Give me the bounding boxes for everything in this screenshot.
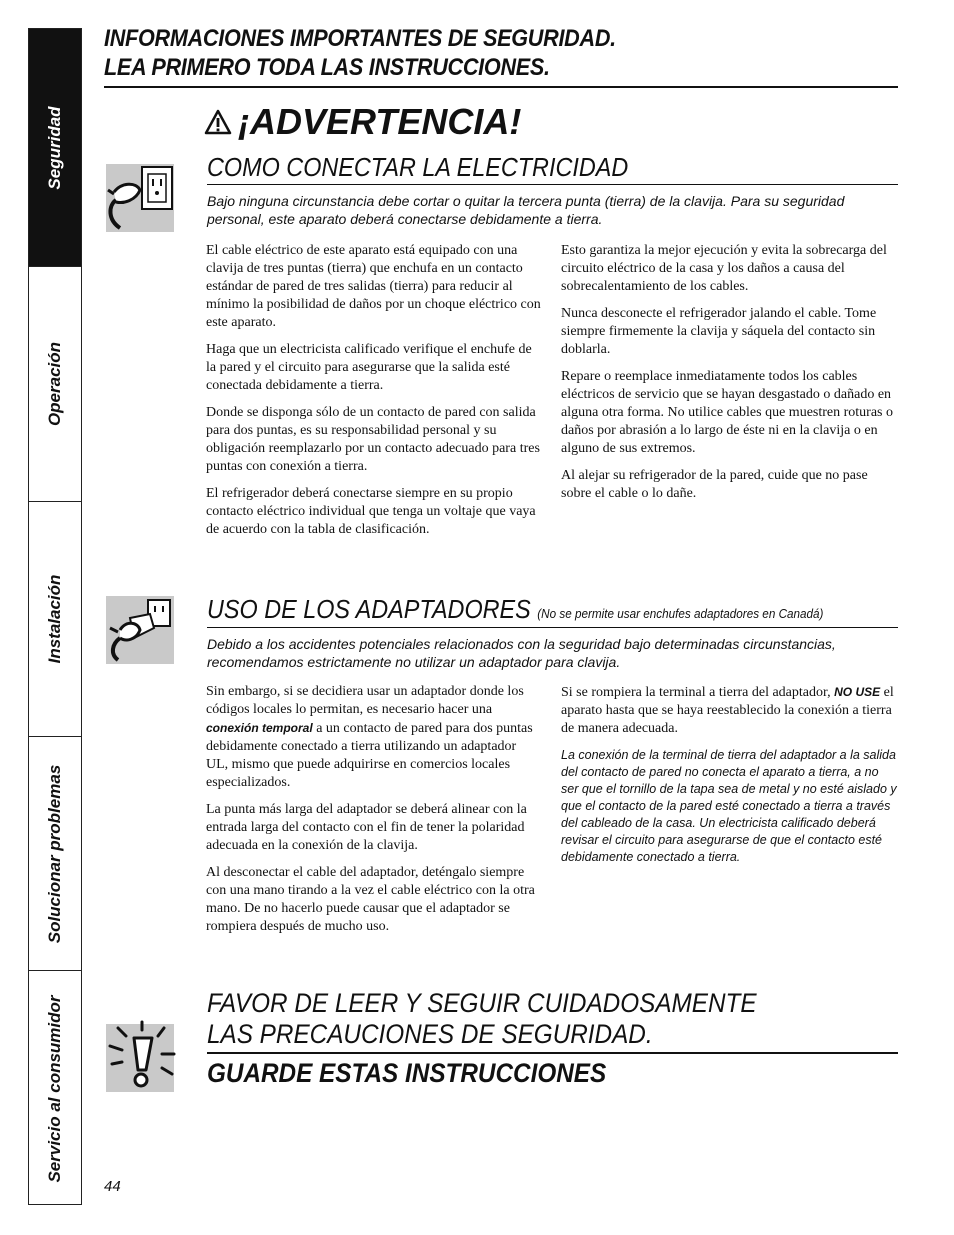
tab-solucionar-problemas[interactable] bbox=[29, 737, 81, 971]
section-lead: Debido a los accidentes potenciales relacionados con la seguridad bajo determinadas circunstancias, recomendamos estrictamente no utilizar un adaptador para clavija. bbox=[207, 636, 836, 670]
page-number: 44 bbox=[104, 1178, 121, 1195]
paragraph: El refrigerador deberá conectarse siempre en su propio contacto eléctrico individual que tenga un voltaje que vaya de acuerdo con la tabla de clasificación. bbox=[206, 486, 536, 537]
paragraph: Al alejar su refrigerador de la pared, cuide que no pase sobre el cable o lo dañe. bbox=[561, 468, 868, 501]
section-lead: Bajo ninguna circunstancia debe cortar o quitar la tercera punta (tierra) de la clavija. Para su seguridad personal, este aparato deberá conectarse debidamente a tierra. bbox=[207, 193, 845, 227]
paragraph bbox=[561, 683, 899, 738]
footer-rule bbox=[207, 1052, 898, 1054]
tab-operacion[interactable] bbox=[29, 267, 81, 502]
header-line-1: INFORMACIONES IMPORTANTES DE SEGURIDAD. bbox=[104, 25, 616, 52]
section-sidebar bbox=[28, 28, 82, 1205]
bold-term: conexión temporal bbox=[206, 721, 313, 735]
paragraph: El cable eléctrico de este aparato está equipado con una clavija de tres puntas (tierra) que enchufa en un contacto estándar de pared de tres salidas (tierra) para reducir al mínimo la posibilidad de daños por un choque eléctrico con este aparato. bbox=[206, 243, 541, 330]
tab-label: Servicio al consumidor bbox=[45, 994, 64, 1183]
paragraph: Esto garantiza la mejor ejecución y evita la sobrecarga del circuito eléctrico de la casa y los daños a causa del sobrecalentamiento de los cables. bbox=[561, 243, 887, 294]
paragraph: Al desconectar el cable del adaptador, deténgalo siempre con una mano tirando a la vez el cable eléctrico con la otra mano. De no hacerlo puede causar que el adaptador se rompiera después de mucho uso. bbox=[206, 865, 535, 934]
header-line-2: LEA PRIMERO TODA LAS INSTRUCCIONES. bbox=[104, 54, 550, 81]
bold-term: NO USE bbox=[834, 685, 881, 699]
header-rule bbox=[104, 86, 898, 88]
section-title-adaptadores bbox=[207, 594, 823, 629]
section-rule bbox=[207, 627, 898, 628]
text-span: Sin embargo, si se decidiera usar un adaptador donde los códigos locales lo permitan, es necesario hacer una bbox=[206, 684, 524, 717]
note-paragraph: La conexión de la terminal de tierra del adaptador a la salida del contacto de pared no conecta el aparato a tierra, a no ser que el tornillo de la tapa sea de metal y no esté aislado y que el contacto de la pared esté conectado a tierra a través del cableado de la casa. Un electricista calificado deberá revisar el circuito para asegurarse de que el contacto esté debidamente conectado a tierra. bbox=[561, 748, 897, 864]
tab-label: Instalación bbox=[45, 574, 64, 664]
page-header bbox=[104, 24, 616, 82]
paragraph: Haga que un electricista calificado verifique el enchufe de la pared y el circuito para asegurarse que la salida esté conectada debidamente a tierra. bbox=[206, 342, 532, 393]
save-instructions: GUARDE ESTAS INSTRUCCIONES bbox=[207, 1058, 607, 1088]
text-span: a un contacto de pared para dos puntas debidamente conectado a tierra utilizando un adaptador UL, mismo que puede adquirirse en comercios locales especializados. bbox=[206, 721, 533, 790]
section-rule bbox=[207, 184, 898, 185]
column-left bbox=[206, 242, 541, 548]
tab-instalacion[interactable] bbox=[29, 502, 81, 737]
paragraph: Donde se disponga sólo de un contacto de pared con salida para dos puntas, es su responsabilidad personal y su obligación reemplazarlo por un contacto adecuado para tres puntas con conexión a tierra. bbox=[206, 405, 540, 474]
warning-title bbox=[204, 100, 521, 144]
footer-line-1: FAVOR DE LEER Y SEGUIR CUIDADOSAMENTE bbox=[207, 988, 757, 1018]
tab-seguridad[interactable] bbox=[29, 29, 81, 267]
footer-line-2: LAS PRECAUCIONES DE SEGURIDAD. bbox=[207, 1019, 653, 1049]
warning-text: ¡ADVERTENCIA! bbox=[238, 101, 522, 142]
section-title-text: USO DE LOS ADAPTADORES bbox=[207, 594, 531, 624]
warning-triangle-icon bbox=[204, 109, 232, 135]
tab-label: Solucionar problemas bbox=[45, 764, 64, 943]
section-title-electricidad: COMO CONECTAR LA ELECTRICIDAD bbox=[207, 152, 629, 182]
column-left bbox=[206, 683, 541, 945]
plug-outlet-icon bbox=[106, 164, 174, 232]
column-right bbox=[561, 683, 899, 875]
paragraph bbox=[206, 683, 541, 792]
adapter-plug-icon bbox=[106, 596, 174, 664]
column-right bbox=[561, 242, 899, 512]
paragraph: Repare o reemplace inmediatamente todos los cables eléctricos de servicio que se hayan desgastado o dañado en alguna otra forma. No utilice cables que muestren roturas o daños por abrasión a lo largo de éste ni en la clavija o en alguno de sus extremos. bbox=[561, 369, 893, 456]
section-subtitle: (No se permite usar enchufes adaptadores en Canadá) bbox=[537, 606, 824, 621]
paragraph: Nunca desconecte el refrigerador jalando el cable. Tome siempre firmemente la clavija y sáquela del contacto sin doblarla. bbox=[561, 306, 877, 357]
text-span: el aparato hasta que se haya reestablecido la conexión a tierra de manera adecuada. bbox=[561, 685, 894, 736]
exclamation-alert-icon bbox=[106, 1024, 174, 1092]
tab-servicio-consumidor[interactable] bbox=[29, 971, 81, 1206]
paragraph: La punta más larga del adaptador se deberá alinear con la entrada larga del contacto con el fin de tener la polaridad adecuada en la conexión de la clavija. bbox=[206, 802, 527, 853]
text-span: Si se rompiera la terminal a tierra del adaptador, bbox=[561, 685, 831, 700]
tab-label: Operación bbox=[45, 341, 64, 427]
tab-label: Seguridad bbox=[45, 105, 64, 190]
